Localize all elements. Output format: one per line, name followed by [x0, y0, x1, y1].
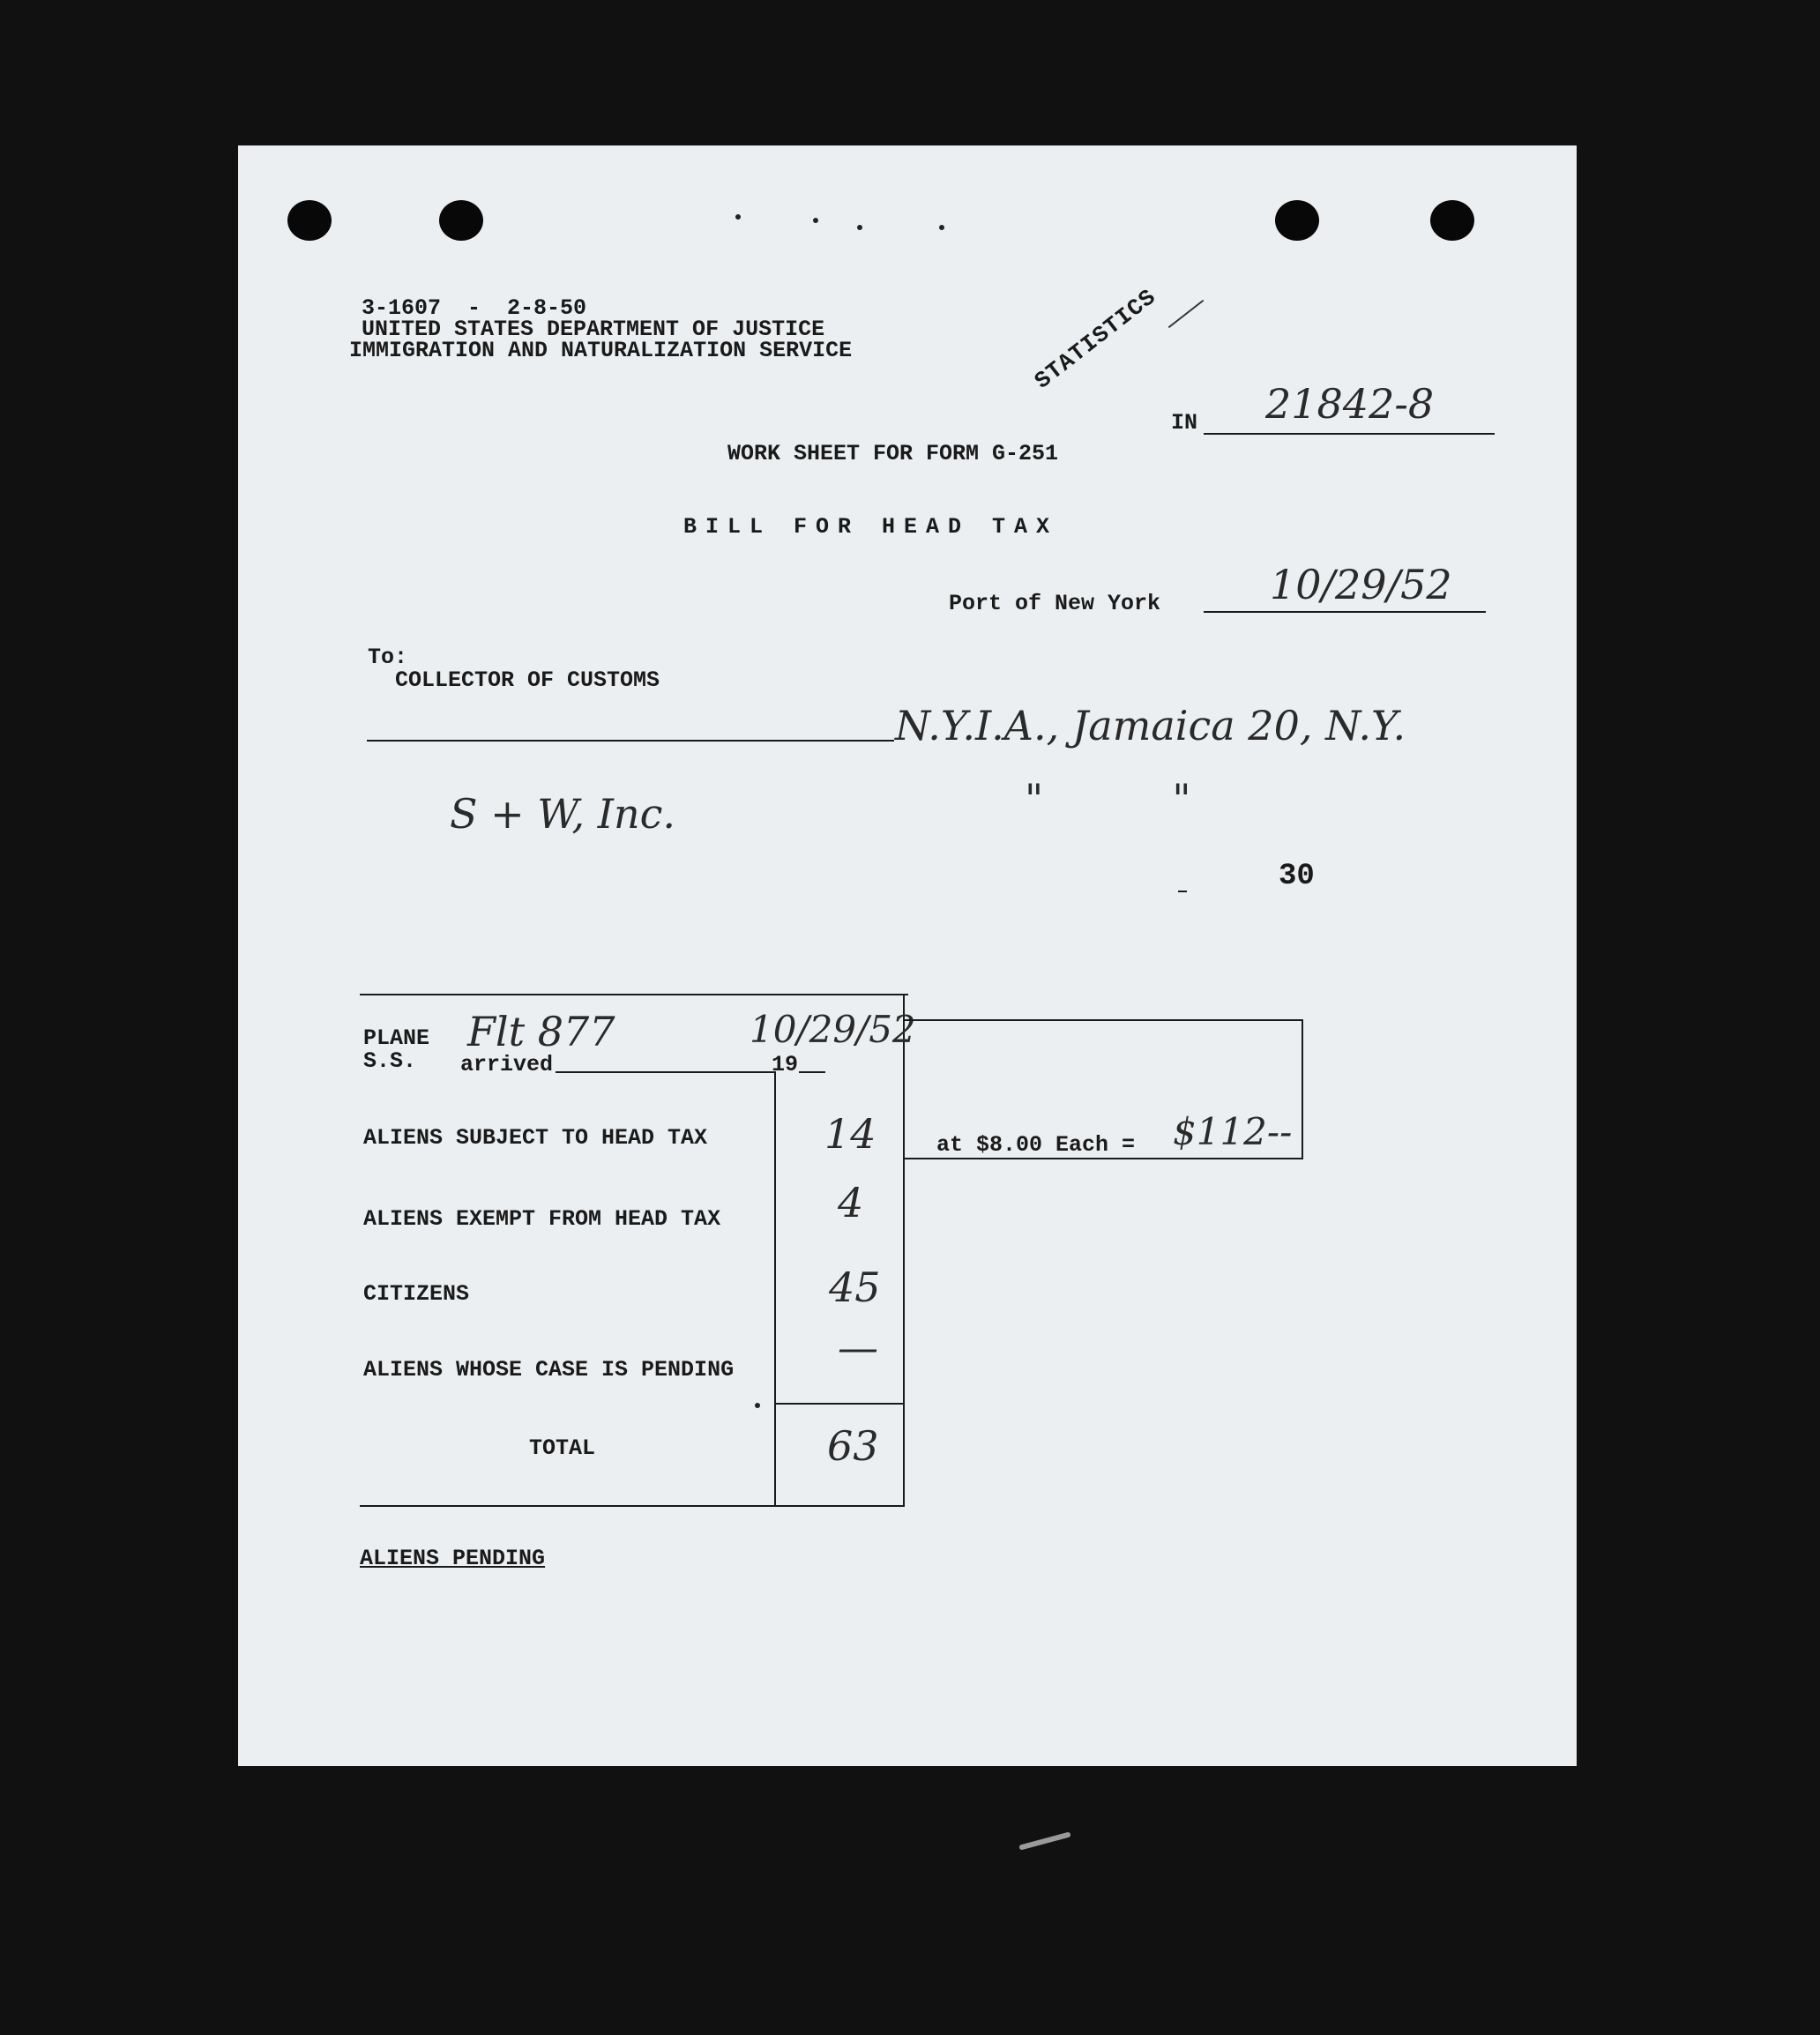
worksheet-title: WORK SHEET FOR FORM G-251	[727, 441, 1059, 466]
date-underline	[1204, 611, 1486, 613]
to-label: To:	[368, 645, 408, 670]
year-underline	[799, 1071, 825, 1073]
punch-hole	[1275, 200, 1319, 241]
row-value-citizens: 45	[829, 1263, 881, 1311]
dash-mark	[1178, 891, 1187, 892]
department-name: UNITED STATES DEPARTMENT OF JUSTICE	[362, 317, 825, 342]
background-scuff	[1018, 1831, 1071, 1850]
plane-label: PLANE	[363, 1025, 430, 1051]
total-label: TOTAL	[529, 1435, 596, 1461]
speck	[857, 225, 862, 230]
punch-hole	[439, 200, 483, 241]
row-label-exempt: ALIENS EXEMPT FROM HEAD TAX	[363, 1206, 721, 1232]
ditto-marks: " "	[1025, 775, 1191, 823]
in-label: IN	[1171, 410, 1198, 436]
row-value-subject-to-tax: 14	[824, 1110, 876, 1158]
port-label: Port of New York	[949, 591, 1161, 616]
flight-number: Flt 877	[467, 1008, 615, 1055]
tax-rate-text: at $8.00 Each =	[936, 1132, 1136, 1158]
stamp-mark	[1168, 300, 1205, 328]
speck	[939, 225, 944, 230]
in-underline	[1204, 433, 1495, 435]
table-top-border	[360, 994, 908, 995]
ss-label: S.S.	[363, 1048, 417, 1074]
row-label-pending: ALIENS WHOSE CASE IS PENDING	[363, 1357, 735, 1383]
total-value: 63	[827, 1422, 879, 1470]
total-divider	[774, 1403, 903, 1405]
document-page	[238, 145, 1577, 1766]
arrival-date: 10/29/52	[750, 1008, 916, 1051]
table-bottom-border	[360, 1505, 905, 1507]
statistics-stamp: STATISTICS	[1029, 283, 1162, 395]
address-underline	[367, 740, 894, 742]
row-label-citizens: CITIZENS	[363, 1281, 470, 1307]
punch-hole	[1430, 200, 1474, 241]
recipient: COLLECTOR OF CUSTOMS	[395, 667, 660, 693]
speck	[735, 214, 741, 220]
row-value-exempt: 4	[838, 1179, 864, 1226]
company-handwritten: S + W, Inc.	[450, 790, 675, 838]
row-value-pending: —	[838, 1323, 878, 1371]
location-handwritten: N.Y.I.A., Jamaica 20, N.Y.	[895, 702, 1406, 749]
in-number: 21842-8	[1265, 380, 1435, 428]
row-label-subject-to-tax: ALIENS SUBJECT TO HEAD TAX	[363, 1125, 708, 1151]
tax-amount: $112--	[1173, 1110, 1293, 1153]
service-name: IMMIGRATION AND NATURALIZATION SERVICE	[349, 338, 853, 363]
speck	[755, 1403, 760, 1408]
table-column-divider	[774, 1071, 776, 1505]
bill-title: BILL FOR HEAD TAX	[683, 514, 1059, 540]
speck	[813, 218, 818, 223]
form-code: 3-1607 - 2-8-50	[362, 295, 587, 321]
punch-hole	[287, 200, 332, 241]
port-date: 10/29/52	[1270, 561, 1452, 608]
arrived-label: arrived	[460, 1052, 554, 1077]
aliens-pending-heading: ALIENS PENDING	[360, 1546, 546, 1571]
arrived-underline	[556, 1071, 774, 1073]
year-prefix: 19	[772, 1052, 799, 1077]
page-number: 30	[1279, 860, 1315, 893]
